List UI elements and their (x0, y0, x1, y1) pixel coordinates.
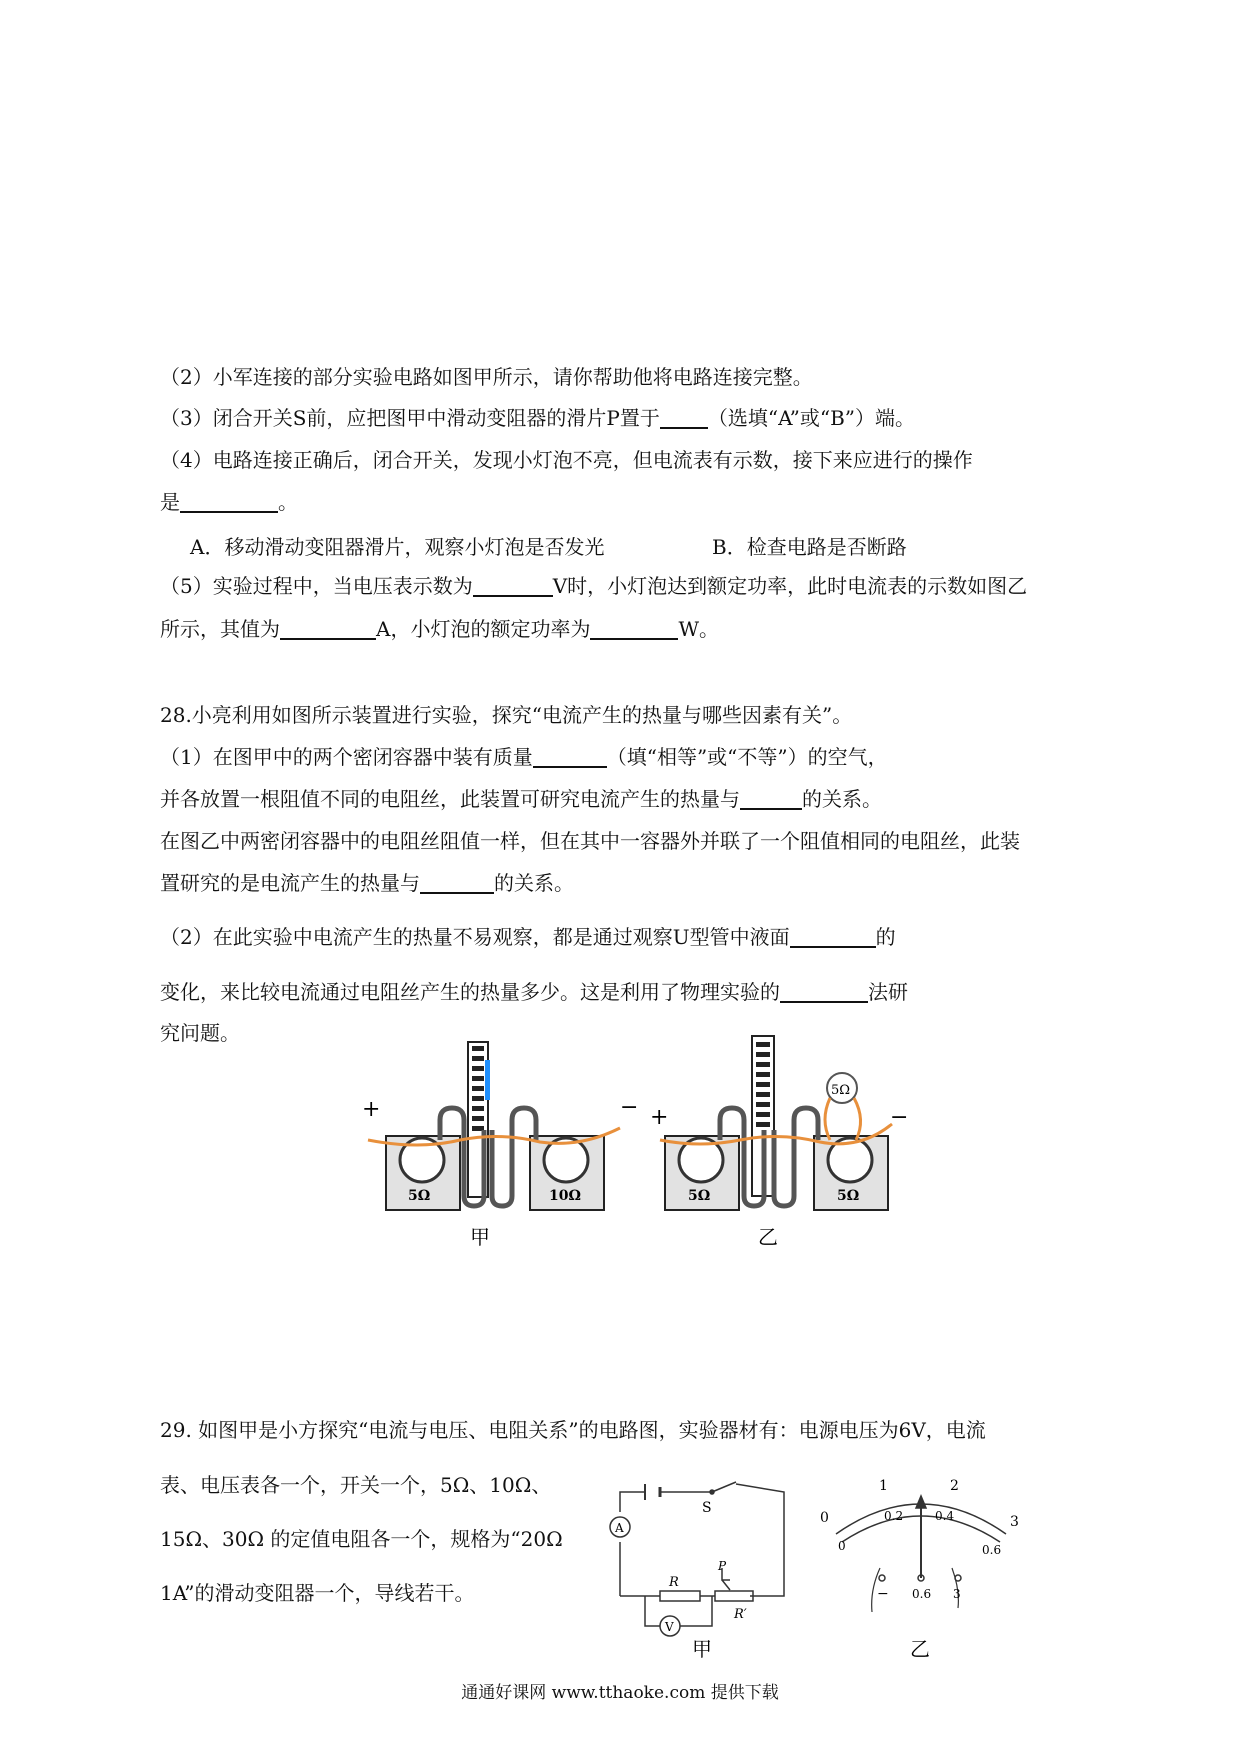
q29-line3: 15Ω、30Ω 的定值电阻各一个，规格为“20Ω (160, 1527, 563, 1551)
plus-terminal-yi: + (650, 1105, 669, 1130)
resistor-label-extra-yi: 5Ω (831, 1083, 851, 1098)
resistor-label-left-yi: 5Ω (688, 1188, 711, 1204)
q27-part5-text-b: V时，小灯泡达到额定功率，此时电流表的示数如图乙 (552, 574, 1028, 598)
q27-part5-text-a: （5）实验过程中，当电压表示数为 (160, 574, 473, 598)
rheostat-label: R′ (734, 1607, 747, 1622)
terminal-3-label: 3 (953, 1587, 961, 1601)
q28-part2-line3: 究问题。 (160, 1021, 240, 1045)
bottom-scale-04: 0.4 (935, 1509, 955, 1523)
q28-part1-line3: 在图乙中两密闭容器中的电阻丝阻值一样，但在其中一容器外并联了一个阻值相同的电阻丝，此装 (160, 829, 1020, 853)
slider-p-label: P (718, 1559, 727, 1573)
terminal-3-circle (955, 1575, 961, 1581)
q29-caption-jia: 甲 (692, 1637, 712, 1661)
q28-p1-text-d: 的关系。 (802, 787, 882, 811)
q29-stem: 29. 如图甲是小方探究“电流与电压、电阻关系”的电路图，实验器材有：电源电压为6V，电流 (160, 1418, 986, 1442)
q29-line4: 1A”的滑动变阻器一个，导线若干。 (160, 1581, 475, 1605)
q29-line2: 表、电压表各一个，开关一个，5Ω、10Ω、 (160, 1473, 552, 1497)
meter-needle-tip (916, 1496, 926, 1508)
bottom-scale-06: 0.6 (982, 1543, 1002, 1557)
resistor-label-right-yi: 5Ω (837, 1188, 860, 1204)
terminal-neg-circle (879, 1575, 885, 1581)
q27-part4-text-b: 是 (160, 490, 180, 514)
q28-p2-text-b: 的 (875, 925, 896, 949)
switch-blade (712, 1482, 736, 1492)
q27-option-a: A．移动滑动变阻器滑片，观察小灯泡是否发光 (190, 535, 605, 559)
bottom-scale-0: 0 (838, 1539, 846, 1553)
q28-p1-text-b: （填“相等”或“不等”）的空气， (606, 745, 888, 769)
fig-yi (650, 1036, 908, 1249)
terminal-06-label: 0.6 (912, 1587, 932, 1601)
q27-option-b: B．检查电路是否断路 (712, 535, 907, 559)
top-scale-0: 0 (820, 1510, 829, 1526)
resistor-r-symbol (660, 1591, 700, 1601)
q28-p2-text-a: （2）在此实验中电流产生的热量不易观察，都是通过观察U型管中液面 (160, 925, 790, 949)
footer: 通通好课网 www.tthaoke.com 提供下载 (461, 1683, 779, 1703)
top-scale-2: 2 (950, 1478, 959, 1494)
q27-part5-text-d: A，小灯泡的额定功率为 (376, 617, 591, 641)
switch-contact (710, 1490, 714, 1494)
rheostat-symbol (715, 1591, 753, 1601)
parallel-wire-yi (825, 1098, 861, 1140)
q29-circuit (610, 1482, 784, 1636)
scale-marks-jia (472, 1046, 484, 1131)
plus-terminal-jia: + (362, 1097, 381, 1122)
bottom-scale-02: 0.2 (884, 1509, 904, 1523)
resistor-label-right-jia: 10Ω (549, 1188, 581, 1204)
q27-part5-text-c: 所示，其值为 (160, 617, 280, 641)
q28-p1-text-f: 置研究的是电流产生的热量与 (160, 871, 420, 895)
fig-jia (362, 1042, 638, 1249)
q28-p2-text-d: 法研 (868, 980, 908, 1004)
q27-part4: （4）电路连接正确后，闭合开关，发现小灯泡不亮，但电流表有示数，接下来应进行的操作 (160, 448, 973, 472)
switch-label: S (702, 1500, 712, 1516)
voltmeter-label: V (665, 1620, 674, 1634)
q27-part4-text-c: 。 (278, 490, 298, 514)
q28-p2-text-c: 变化，来比较电流通过电阻丝产生的热量多少。这是利用了物理实验的 (160, 980, 780, 1004)
q28-p1-text-g: 的关系。 (494, 871, 574, 895)
q29-caption-yi: 乙 (910, 1637, 930, 1661)
u-tube-right-yi (774, 1108, 818, 1206)
q28-p1-text-a: （1）在图甲中的两个密闭容器中装有质量 (160, 745, 533, 769)
top-scale-1: 1 (879, 1478, 888, 1494)
ammeter-label: A (615, 1521, 624, 1535)
q27-part3-text-a: （3）闭合开关S前，应把图甲中滑动变阻器的滑片P置于 (160, 406, 660, 430)
minus-terminal-jia: − (620, 1095, 639, 1120)
caption-yi: 乙 (758, 1225, 778, 1249)
minus-terminal-yi: − (890, 1105, 909, 1130)
liquid-column-jia (485, 1060, 490, 1100)
q28-p1-text-c: 并各放置一根阻值不同的电阻丝，此装置可研究电流产生的热量与 (160, 787, 740, 811)
scale-marks-yi (756, 1042, 770, 1127)
caption-jia: 甲 (470, 1225, 490, 1249)
q28-stem: 28.小亮利用如图所示装置进行实验，探究“电流产生的热量与哪些因素有关”。 (160, 703, 853, 727)
resistor-label-left-jia: 5Ω (408, 1188, 431, 1204)
terminal-neg-label: − (877, 1586, 889, 1602)
top-scale-3: 3 (1010, 1514, 1019, 1530)
q27-part3-text-b: （选填“A”或“B”）端。 (707, 406, 915, 430)
q27-part5-text-e: W。 (678, 617, 720, 641)
q27-part2: （2）小军连接的部分实验电路如图甲所示，请你帮助他将电路连接完整。 (160, 365, 813, 389)
resistor-r-label: R (669, 1575, 679, 1590)
